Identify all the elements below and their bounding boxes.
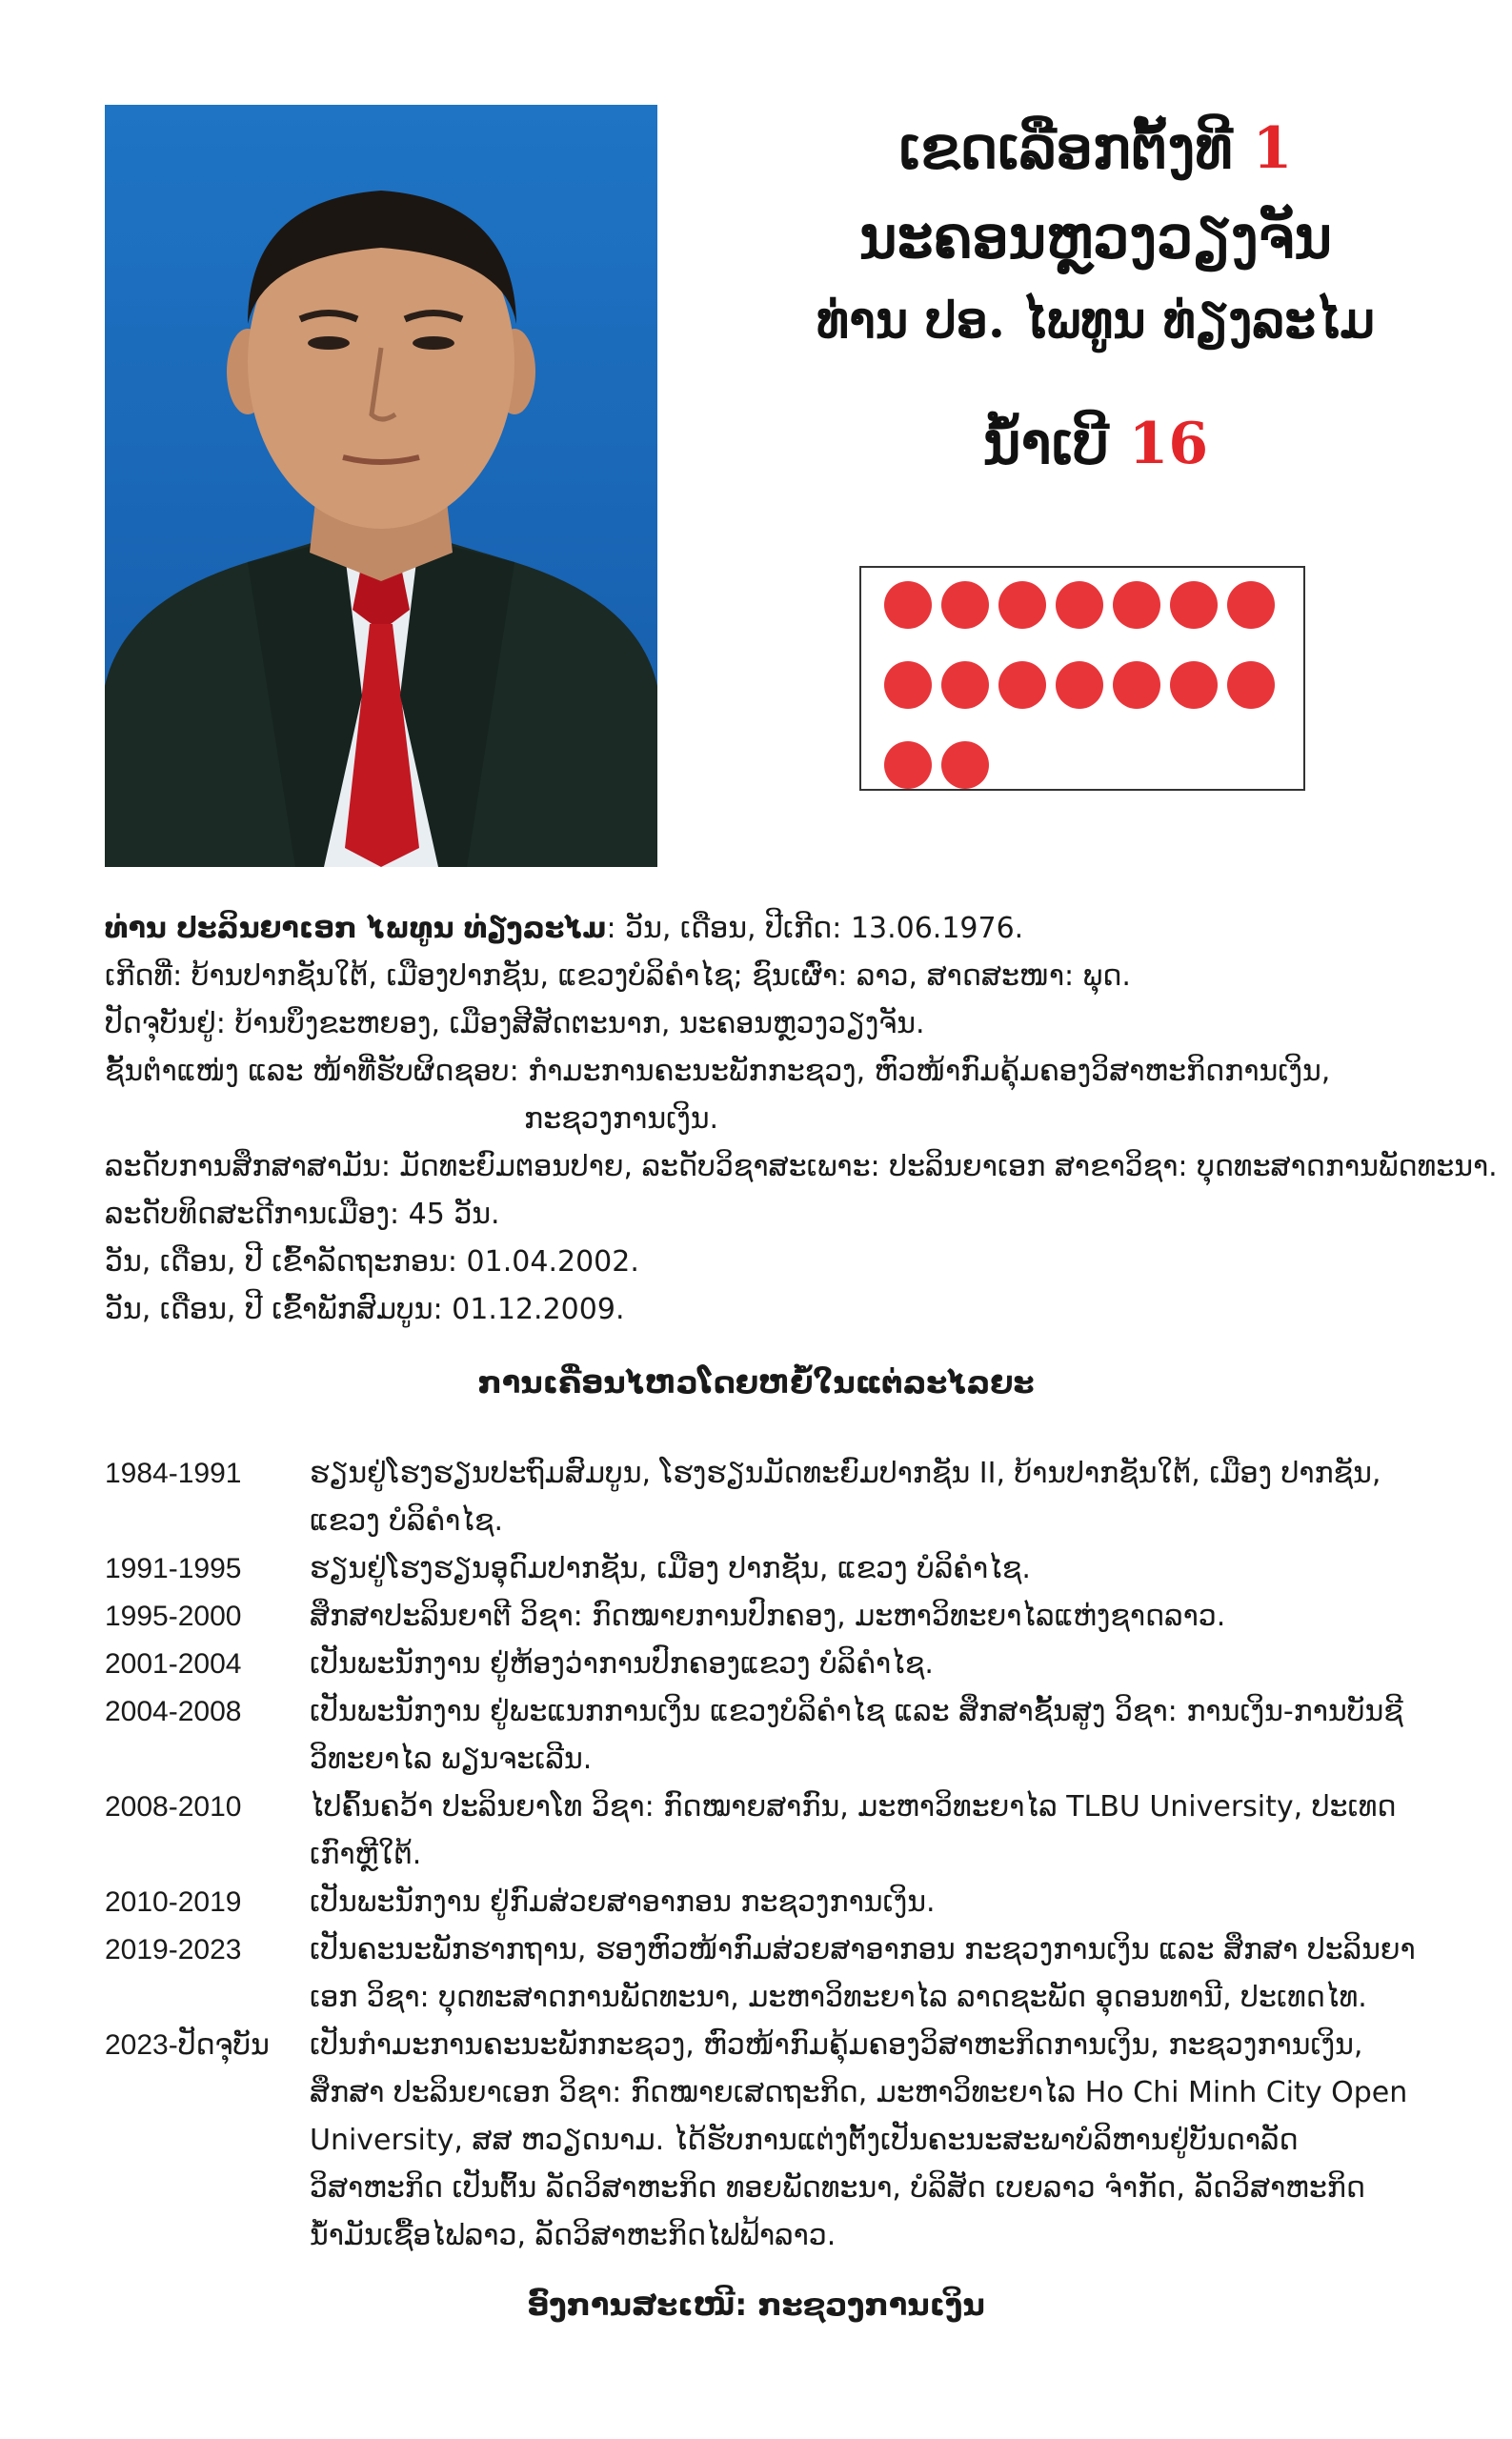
timeline-years: 2008-2010 bbox=[105, 1791, 242, 1823]
timeline-years: 1984-1991 bbox=[105, 1458, 242, 1489]
timeline-years: 2010-2019 bbox=[105, 1886, 242, 1918]
province-title: ນະຄອນຫຼວງວຽງຈັນ bbox=[858, 205, 1333, 272]
timeline-text: ສຶກສາປະລິນຍາຕີ ວິຊາ: ກົດໝາຍການປົກຄອງ, ມະຫາວິທະຍາໄລແຫ່ງຊາດລາວ. bbox=[310, 1600, 1226, 1633]
info-line-education: ລະດັບການສຶກສາສາມັນ: ມັດທະຍົມຕອນປາຍ, ລະດັບວິຊາສະເພາະ: ປະລິນຍາເອກ ສາຂາວິຊາ: ບຸດທະສາດການພັດທະນາ. bbox=[105, 1150, 1498, 1183]
ballot-dot bbox=[1227, 581, 1275, 629]
info-line-birthplace: ເກີດທີ່: ບ້ານປາກຊັນໃຕ້, ເມືອງປາກຊັນ, ແຂວງບໍລິຄໍາໄຊ; ຊົນເຜົ່າ: ລາວ, ສາດສະໜາ: ພຸດ. bbox=[105, 959, 1131, 993]
info-line-position: ຊັ້ນຕໍາແໜ່ງ ແລະ ໜ້າທີ່ຮັບຜິດຊອບ: ກໍາມະການຄະນະພັກກະຊວງ, ຫົວໜ້າກົມຄຸ້ມຄອງວິສາຫະກິດການເງິນ, bbox=[105, 1055, 1331, 1088]
ballot-dots bbox=[884, 581, 1294, 821]
timeline-row bbox=[105, 1545, 1420, 1593]
ballot-dot bbox=[1170, 661, 1218, 709]
timeline-row bbox=[105, 2022, 1420, 2260]
timeline-row bbox=[105, 1593, 1420, 1641]
candidate-full-name: ທ່ານ ປະລິນຍາເອກ ໄພທູນ ທ່ຽງລະໄມ bbox=[105, 912, 607, 945]
timeline-text: ເປັນກໍາມະການຄະນະພັກກະຊວງ, ຫົວໜ້າກົມຄຸ້ມຄອງວິສາຫະກິດການເງິນ, ກະຊວງການເງິນ, ສຶກສາ ປະລິນຍາເອກ ວິຊາ: ກົດໝາຍເສດຖະກິດ, ມະຫາວິທະຍາໄລ Ho Chi Minh City Open University, ສສ ຫວຽດນາມ. ໄດ້ຮັບການແຕ່ງຕັ້ງເປັນຄະນະສະພາບໍລິຫານຢູ່ບັນດາລັດວິສາຫະກິດ ເປັນຕົ້ນ ລັດວິສາຫະກິດ ທອຍພັດທະນາ, ບໍລິສັດ ເບຍລາວ ຈໍາກັດ, ລັດວິສາຫະກິດນໍ້າມັນເຊື້ອໄຟລາວ, ລັດວິສາຫະກິດໄຟຟ້າລາວ. bbox=[310, 2028, 1408, 2252]
info-line-civil-service-date: ວັນ, ເດືອນ, ປີ ເຂົ້າລັດຖະກອນ: 01.04.2002. bbox=[105, 1245, 639, 1279]
ballot-dot bbox=[884, 581, 932, 629]
timeline-years: 1991-1995 bbox=[105, 1553, 242, 1584]
ballot-dot bbox=[1113, 661, 1160, 709]
candidate-number-title: ນໍ້າເບີ 16 bbox=[982, 411, 1209, 478]
timeline-text: ຮຽນຢູ່ໂຮງຮຽນປະຖົມສົມບູນ, ໂຮງຮຽນມັດທະຍົມປາກຊັນ II, ບ້ານປາກຊັນໃຕ້, ເມືອງ ປາກຊັນ, ແຂວງ ບໍລິຄໍາໄຊ. bbox=[310, 1457, 1381, 1538]
timeline-row bbox=[105, 1641, 1420, 1688]
zone-number: 1 bbox=[1252, 115, 1293, 182]
timeline-years: 2019-2023 bbox=[105, 1934, 242, 1965]
timeline-text: ເປັນພະນັກງານ ຢູ່ກົມສ່ວຍສາອາກອນ ກະຊວງການເງິນ. bbox=[310, 1885, 936, 1919]
timeline-years: 2023-ປັດຈຸບັນ bbox=[105, 2029, 270, 2061]
ballot-dot bbox=[1170, 581, 1218, 629]
info-line-birthdate: ທ່ານ ປະລິນຍາເອກ ໄພທູນ ທ່ຽງລະໄມ: ວັນ, ເດືອນ, ປີເກີດ: 13.06.1976. bbox=[105, 912, 1024, 945]
timeline-row bbox=[105, 1879, 1420, 1926]
career-timeline bbox=[105, 1450, 1420, 2260]
portrait-illustration bbox=[105, 105, 657, 867]
timeline-years: 2004-2008 bbox=[105, 1696, 242, 1727]
ballot-dot bbox=[998, 661, 1046, 709]
candidate-photo bbox=[105, 105, 657, 867]
electoral-zone-title: ເຂດເລືອກຕັ້ງທີ 1 bbox=[898, 115, 1293, 182]
info-line-residence: ປັດຈຸບັນຢູ່: ບ້ານບຶງຂະຫຍອງ, ເມືອງສີສັດຕະນາກ, ນະຄອນຫຼວງວຽງຈັນ. bbox=[105, 1007, 925, 1040]
header-block bbox=[724, 114, 1467, 478]
ballot-dot bbox=[941, 741, 989, 789]
proposing-organization: ອົງການສະເໜີ: ກະຊວງການເງິນ bbox=[527, 2287, 985, 2323]
timeline-text: ໄປຄົ້ນຄວ້າ ປະລິນຍາໂທ ວິຊາ: ກົດໝາຍສາກົນ, ມະຫາວິທະຍາໄລ TLBU University, ປະເທດ ເກົາຫຼີໃຕ້. bbox=[310, 1790, 1397, 1871]
ballot-number-box bbox=[859, 566, 1305, 791]
ballot-dot bbox=[998, 581, 1046, 629]
timeline-text: ເປັນພະນັກງານ ຢູ່ຫ້ອງວ່າການປົກຄອງແຂວງ ບໍລິຄໍາໄຊ. bbox=[310, 1647, 934, 1681]
ballot-dot bbox=[941, 581, 989, 629]
ballot-dot bbox=[1227, 661, 1275, 709]
timeline-text: ຮຽນຢູ່ໂຮງຮຽນອຸດົມປາກຊັນ, ເມືອງ ປາກຊັນ, ແຂວງ ບໍລິຄໍາໄຊ. bbox=[310, 1552, 1031, 1585]
candidate-info bbox=[105, 905, 1498, 1334]
ballot-dot bbox=[1056, 581, 1103, 629]
timeline-row bbox=[105, 1450, 1420, 1545]
timeline-row bbox=[105, 1688, 1420, 1784]
timeline-years: 1995-2000 bbox=[105, 1601, 242, 1632]
info-line-political-theory: ລະດັບທິດສະດີການເມືອງ: 45 ວັນ. bbox=[105, 1198, 500, 1231]
ballot-dot bbox=[1056, 661, 1103, 709]
ballot-dot bbox=[1113, 581, 1160, 629]
ballot-dot bbox=[884, 741, 932, 789]
timeline-years: 2001-2004 bbox=[105, 1648, 242, 1680]
ballot-dot bbox=[941, 661, 989, 709]
ballot-dot bbox=[884, 661, 932, 709]
info-line-party-date: ວັນ, ເດືອນ, ປີ ເຂົ້າພັກສົມບູນ: 01.12.2009. bbox=[105, 1293, 625, 1326]
career-section-title: ການເຄື່ອນໄຫວໂດຍຫຍໍ້ໃນແຕ່ລະໄລຍະ bbox=[477, 1364, 1035, 1401]
candidate-name: ທ່ານ ປອ. ໄພທູນ ທ່ຽງລະໄມ bbox=[816, 292, 1376, 350]
timeline-row bbox=[105, 1784, 1420, 1879]
candidate-number: 16 bbox=[1128, 411, 1209, 478]
timeline-text: ເປັນຄະນະພັກຮາກຖານ, ຮອງຫົວໜ້າກົມສ່ວຍສາອາກອນ ກະຊວງການເງິນ ແລະ ສຶກສາ ປະລິນຍາ ເອກ ວິຊາ: ບຸດທະສາດການພັດທະນາ, ມະຫາວິທະຍາໄລ ລາດຊະພັດ ອຸດອນທານີ, ປະເທດໄທ. bbox=[310, 1933, 1416, 2014]
timeline-row bbox=[105, 1926, 1420, 2022]
timeline-text: ເປັນພະນັກງານ ຢູ່ພະແນກການເງິນ ແຂວງບໍລິຄໍາໄຊ ແລະ ສຶກສາຊັ້ນສູງ ວິຊາ: ການເງິນ-ການບັນຊີ ວິທະຍາໄລ ພຽນຈະເລີນ. bbox=[310, 1695, 1403, 1776]
info-line-position-cont: ກະຊວງການເງິນ. bbox=[524, 1102, 719, 1136]
